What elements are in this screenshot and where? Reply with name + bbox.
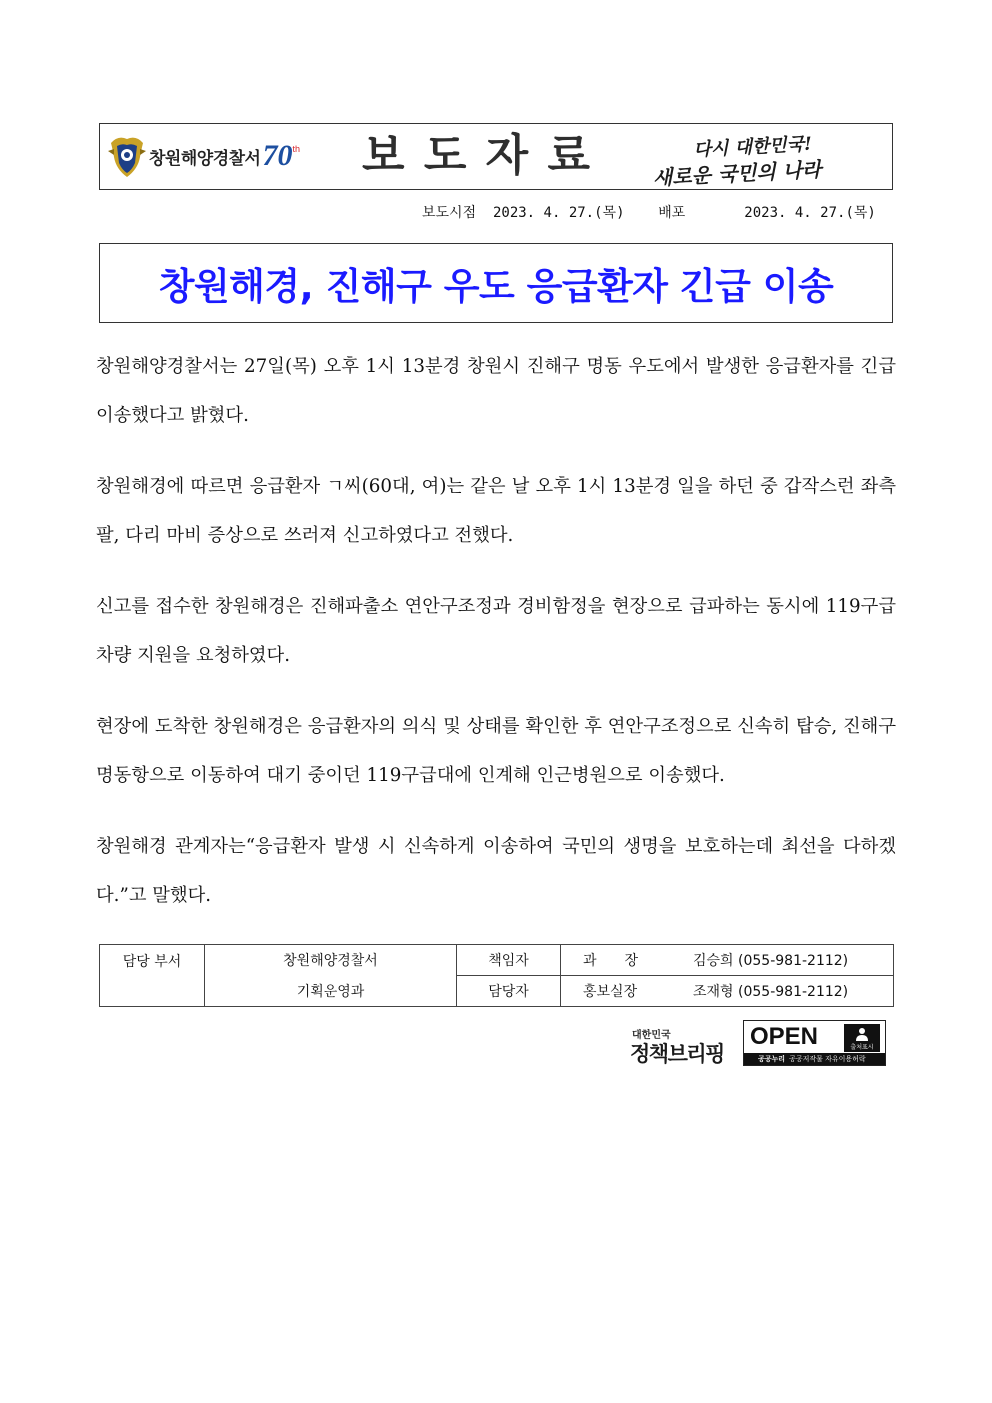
staff-contact: 조재형 (055-981-2112) xyxy=(693,984,849,1000)
article-body xyxy=(96,342,896,942)
headline-box xyxy=(99,243,893,323)
dept-label: 담당 부서 xyxy=(100,945,205,1007)
kogl-open-license xyxy=(743,1020,886,1066)
dept-name-2: 기획운영과 xyxy=(205,976,457,1007)
press-header xyxy=(99,123,893,190)
dept-name-1: 창원해양경찰서 xyxy=(205,945,457,976)
report-date-label: 보도시점 xyxy=(422,205,477,221)
org-name: 창원해양경찰서 xyxy=(149,148,261,169)
policy-briefing-logo xyxy=(630,1026,736,1070)
person-icon xyxy=(856,1027,868,1041)
anniversary-suffix: th xyxy=(292,144,300,154)
briefing-big-text: 정책브리핑 xyxy=(630,1042,724,1066)
release-dates xyxy=(422,202,876,222)
role-manager: 책임자 xyxy=(457,945,561,976)
org-logo xyxy=(108,133,300,179)
paragraph-2: 창원해경에 따르면 응급환자 ㄱ씨(60대, 여)는 같은 날 오후 1시 13분경 일을 하던 중 갑작스런 좌측 팔, 다리 마비 증상으로 쓰러져 신고하였다고 전했다. xyxy=(96,476,896,546)
table-row xyxy=(100,945,894,976)
anniversary-number: 70 xyxy=(262,139,293,172)
staff-title: 홍보실장 xyxy=(583,984,638,1000)
anniversary-mark xyxy=(262,141,300,171)
paragraph-3: 신고를 접수한 창원해경은 진해파출소 연안구조정과 경비함정을 현장으로 급파하는 동시에 119구급차량 지원을 요청하였다. xyxy=(96,596,896,666)
manager-contact: 김승희 (055-981-2112) xyxy=(693,953,849,969)
distribution-label: 배포 xyxy=(658,205,686,221)
table-row xyxy=(100,976,894,1007)
attribution-badge xyxy=(844,1024,880,1052)
slogan xyxy=(645,124,887,190)
headline: 창원해경, 진해구 우도 응급환자 긴급 이송 xyxy=(158,265,834,308)
slogan-line-1: 다시 대한민국! xyxy=(692,133,813,161)
open-sub-2: 공공저작물 자유이용허락 xyxy=(789,1055,866,1063)
manager-info xyxy=(561,945,894,976)
briefing-small-text: 대한민국 xyxy=(632,1030,671,1041)
document-title: 보 도 자 료 xyxy=(362,130,592,181)
open-sub-bar xyxy=(744,1053,885,1065)
paragraph-5: 창원해경 관계자는“응급환자 발생 시 신속하게 이송하여 국민의 생명을 보호하는데 최선을 다하겠다.”고 말했다. xyxy=(96,836,896,906)
staff-info xyxy=(561,976,894,1007)
open-text: OPEN xyxy=(750,1023,819,1050)
contact-table xyxy=(99,944,894,1007)
manager-title: 과 장 xyxy=(583,953,639,969)
slogan-line-2: 새로운 국민의 나라 xyxy=(652,157,822,190)
open-sub-1: 공공누리 xyxy=(758,1055,786,1063)
paragraph-1: 창원해양경찰서는 27일(목) 오후 1시 13분경 창원시 진해구 명동 우도에서 발생한 응급환자를 긴급 이송했다고 밝혔다. xyxy=(96,356,896,426)
paragraph-4: 현장에 도착한 창원해경은 응급환자의 의식 및 상태를 확인한 후 연안구조정으로 신속히 탑승, 진해구 명동항으로 이동하여 대기 중이던 119구급대에 인계해 인근병원으로 이송했다. xyxy=(96,716,896,786)
distribution-date: 2023. 4. 27.(목) xyxy=(744,205,876,221)
role-staff: 담당자 xyxy=(457,976,561,1007)
report-date: 2023. 4. 27.(목) xyxy=(492,205,625,221)
coast-guard-emblem-icon xyxy=(108,133,146,179)
badge-text: 출처표시 xyxy=(850,1044,874,1051)
